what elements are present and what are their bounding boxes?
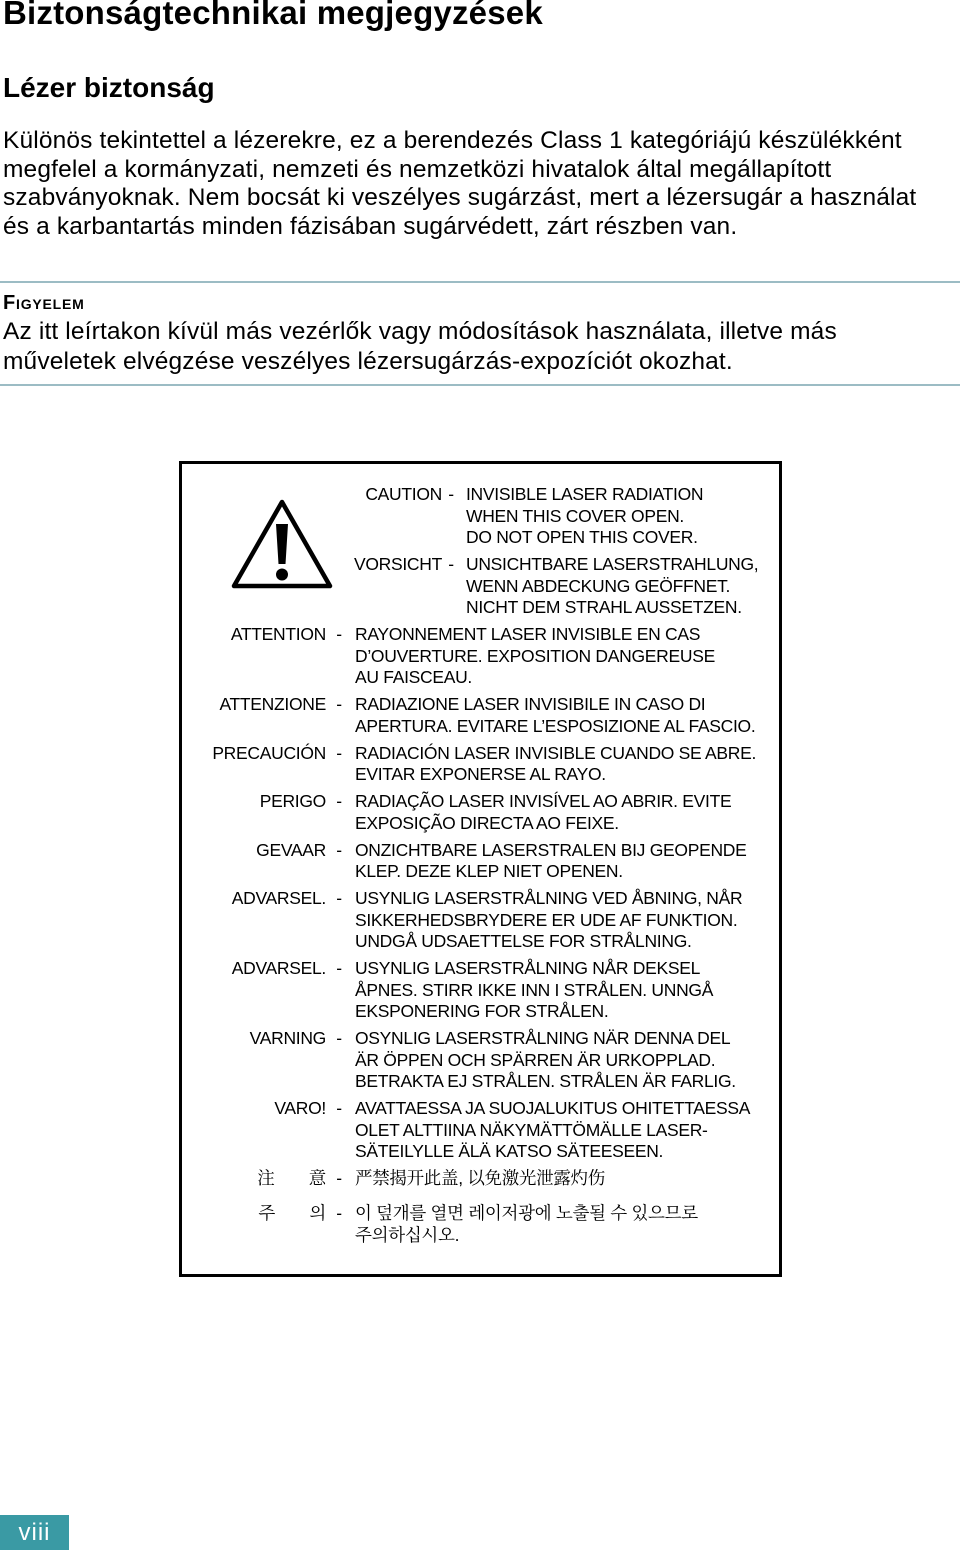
label-language: PERIGO <box>259 791 326 811</box>
label-warning-line: RADIAZIONE LASER INVISIBILE IN CASO DI <box>355 694 706 714</box>
label-separator: - <box>336 1203 342 1223</box>
label-language: GEVAAR <box>256 839 326 860</box>
label-language: ADVARSEL. <box>231 888 326 908</box>
label-separator: - <box>336 888 342 908</box>
label-warning-line: D’OUVERTURE. EXPOSITION DANGEREUSE <box>355 645 715 666</box>
intro-line: szabványoknak. Nem bocsát ki veszélyes sugárzást, mert a lézersugár a használat <box>3 184 917 211</box>
label-language: 注 意 <box>257 1168 326 1188</box>
label-warning-line: INVISIBLE LASER RADIATION <box>466 484 704 504</box>
label-language: ADVARSEL. <box>231 958 326 978</box>
label-warning-line: ÅPNES. STIRR IKKE INN I STRÅLEN. UNNGÅ <box>355 979 714 1000</box>
page-number: viii <box>18 1519 51 1546</box>
label-warning-line: USYNLIG LASERSTRÅLNING NÅR DEKSEL <box>355 958 701 978</box>
label-warning-line: WHEN THIS COVER OPEN. <box>466 505 684 526</box>
label-warning-line: AVATTAESSA JA SUOJALUKITUS OHITETTAESSA <box>355 1098 751 1118</box>
label-warning-line: 严禁揭开此盖, 以免激光泄露灼伤 <box>355 1168 605 1188</box>
label-language: VARO! <box>274 1098 326 1118</box>
label-warning-line: WENN ABDECKUNG GEÖFFNET. <box>466 575 731 596</box>
label-language: ATTENTION <box>230 624 326 644</box>
warning-heading: Figyelem <box>3 292 85 314</box>
label-language: ATTENZIONE <box>219 694 326 714</box>
label-warning-line: EKSPONERING FOR STRÅLEN. <box>355 1001 609 1021</box>
label-warning-line: ONZICHTBARE LASERSTRALEN BIJ GEOPENDE <box>355 839 747 860</box>
warning-line: műveletek elvégzése veszélyes lézersugárzás-expozíciót okozhat. <box>3 347 733 375</box>
label-warning-line: EVITAR EXPONERSE AL RAYO. <box>355 764 606 784</box>
label-warning-line: ÄR ÖPPEN OCH SPÄRREN ÄR URKOPPLAD. <box>355 1049 716 1070</box>
intro-line: és a karbantartás minden fázisában sugárvédett, zárt részben van. <box>3 212 738 240</box>
label-warning-line: DO NOT OPEN THIS COVER. <box>466 527 698 547</box>
label-language: PRECAUCIÓN <box>212 742 326 763</box>
label-separator: - <box>336 624 342 644</box>
laser-warning-label <box>179 461 782 1277</box>
label-warning-line: UNDGÅ UDSAETTELSE FOR STRÅLNING. <box>355 931 692 951</box>
label-language: 주 의 <box>258 1203 326 1223</box>
label-warning-line: APERTURA. EVITARE L’ESPOSIZIONE AL FASCIO. <box>355 715 756 736</box>
label-warning-line: UNSICHTBARE LASERSTRAHLUNG, <box>466 554 759 574</box>
label-warning-line: USYNLIG LASERSTRÅLNING VED ÅBNING, NÅR <box>355 888 743 908</box>
label-separator: - <box>336 839 342 860</box>
label-warning-line: 주의하십시오. <box>355 1224 460 1245</box>
label-warning-line: SÄTEILYLLE ÄLÄ KATSO SÄTEESEEN. <box>355 1141 664 1161</box>
label-warning-line: SIKKERHEDSBRYDERE ER UDE AF FUNKTION. <box>355 909 738 930</box>
label-warning-line: BETRAKTA EJ STRÅLEN. STRÅLEN ÄR FARLIG. <box>355 1071 736 1091</box>
label-separator: - <box>336 694 342 714</box>
warning-line: Az itt leírtakon kívül más vezérlők vagy módosítások használata, illetve más <box>3 318 837 345</box>
warning-text <box>3 317 959 376</box>
label-warning-line: NICHT DEM STRAHL AUSSETZEN. <box>466 597 742 617</box>
label-warning-line: AU FAISCEAU. <box>355 667 472 687</box>
warning-triangle-icon <box>230 498 334 590</box>
label-warning-line: RADIAÇÃO LASER INVISÍVEL AO ABRIR. EVITE <box>355 791 732 811</box>
label-separator: - <box>336 742 342 763</box>
warning-rule-top <box>0 281 960 283</box>
label-separator: - <box>336 791 342 811</box>
intro-paragraph <box>3 127 959 241</box>
warning-rule-bottom <box>0 384 960 386</box>
label-separator: - <box>448 484 454 504</box>
label-language: VORSICHT <box>353 554 442 574</box>
section-title: Lézer biztonság <box>3 72 215 103</box>
label-warning-line: KLEP. DEZE KLEP NIET OPENEN. <box>355 861 623 881</box>
page-title: Biztonságtechnikai megjegyzések <box>3 0 543 31</box>
label-warning-line: OSYNLIG LASERSTRÅLNING NÄR DENNA DEL <box>355 1028 731 1048</box>
label-separator: - <box>336 958 342 978</box>
label-separator: - <box>336 1098 342 1118</box>
label-warning-line: EXPOSIÇÃO DIRECTA AO FEIXE. <box>355 812 619 833</box>
label-warning-line: OLET ALTTIINA NÄKYMÄTTÖMÄLLE LASER- <box>355 1119 708 1140</box>
label-language: CAUTION <box>365 484 442 504</box>
intro-line: Különös tekintettel a lézerekre, ez a berendezés Class 1 kategóriájú készülékként <box>3 127 902 154</box>
label-warning-line: 이 덮개를 열면 레이저광에 노출될 수 있으므로 <box>355 1203 698 1223</box>
label-warning-line: RADIACIÓN LASER INVISIBLE CUANDO SE ABRE. <box>355 742 757 763</box>
label-language: VARNING <box>249 1028 326 1048</box>
intro-line: megfelel a kormányzati, nemzeti és nemzetközi hivatalok által megállapított <box>3 155 832 183</box>
label-warning-line: RAYONNEMENT LASER INVISIBLE EN CAS <box>355 624 701 644</box>
label-separator: - <box>336 1168 342 1188</box>
label-separator: - <box>336 1028 342 1048</box>
label-separator: - <box>448 554 454 574</box>
